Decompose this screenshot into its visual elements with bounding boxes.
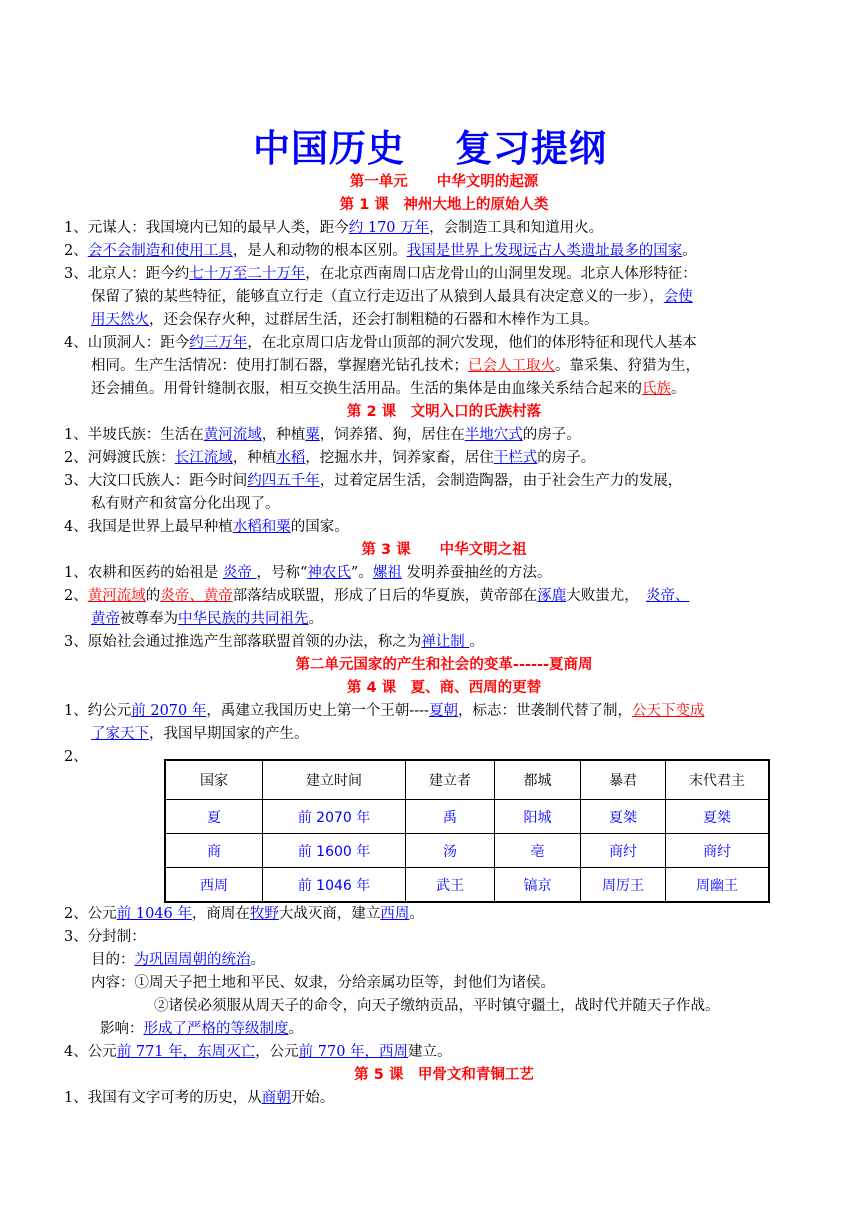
text-run: 1、元谋人：我国境内已知的最早人类，距今	[64, 220, 349, 236]
paragraph-continued	[64, 1018, 824, 1041]
text-run: ，禹建立我国历史上第一个王朝----	[206, 703, 429, 719]
paragraph-continued	[64, 309, 824, 332]
text-run: ，饲养猪、狗，居住在	[319, 427, 465, 443]
key-term: 前 770 年，西周	[298, 1044, 409, 1060]
table-header-cell: 国家	[165, 760, 263, 800]
key-term: 前 1046 年	[116, 906, 192, 922]
table-header-cell: 建立者	[406, 760, 495, 800]
table-header-cell: 暴君	[581, 760, 666, 800]
key-term: 会不会制造和使用工具	[87, 243, 233, 259]
unit-heading: 第二单元国家的产生和社会的变革------夏商周	[295, 657, 593, 673]
key-term: 涿鹿	[537, 588, 567, 604]
text-run: ，公元	[255, 1044, 299, 1060]
text-run: ，种植	[261, 427, 306, 443]
document-body	[64, 171, 824, 769]
key-term: 水稻	[276, 450, 306, 466]
text-run: ，是人和动物的根本区别。	[232, 243, 407, 259]
text-run: ，在北京周口店龙骨山顶部的洞穴发现，他们的体形特征和现代人基本	[247, 335, 697, 351]
text-run: 2、	[64, 588, 88, 604]
table-cell: 商	[165, 834, 263, 868]
document-title	[0, 118, 860, 172]
text-run: 4、山顶洞人：距今	[64, 335, 190, 351]
paragraph	[64, 470, 824, 493]
text-run: 开始。	[290, 1090, 335, 1106]
text-run: 2、	[64, 243, 88, 259]
table-cell: 镐京	[495, 868, 581, 903]
key-term: 会使	[663, 289, 693, 305]
key-term: 中华民族的共同祖先	[178, 611, 309, 627]
key-term-red: 黄河流域	[87, 588, 146, 604]
paragraph-continued	[64, 355, 824, 378]
text-run: ，在北京西南周口店龙骨山的山洞里发现。北京人体形特征：	[305, 266, 697, 282]
unit-heading: 第一单元 中华文明的起源	[349, 174, 539, 190]
table-cell: 商纣	[666, 834, 770, 868]
table-cell: 阳城	[495, 800, 581, 834]
key-term: 了家天下	[91, 726, 149, 742]
text-run: 。	[682, 243, 697, 259]
text-run: 相同。生产生活情况：使用打制石器，掌握磨光钻孔技术；	[91, 358, 468, 374]
table-cell: 商纣	[581, 834, 666, 868]
key-term-red: 公天下变成	[631, 703, 705, 719]
text-run: 还会捕鱼。用骨针缝制衣服，相互交换生活用品。生活的集体是由血缘关系结合起来的	[91, 381, 642, 397]
table-cell: 西周	[165, 868, 263, 903]
paragraph-continued	[64, 608, 824, 631]
lesson-heading: 第 2 课 文明入口的氏族村落	[346, 404, 542, 420]
text-run: ，会制造工具和知道用火。	[429, 220, 604, 236]
table-cell: 前 2070 年	[263, 800, 406, 834]
table-header-cell: 都城	[495, 760, 581, 800]
key-term: 长江流域	[174, 450, 233, 466]
lesson-heading: 第 5 课 甲骨文和青铜工艺	[354, 1067, 534, 1083]
text-run: 发明养蚕抽丝的方法。	[401, 565, 552, 581]
key-term: 炎帝、	[645, 588, 690, 604]
key-term: 黄帝	[91, 611, 120, 627]
table-cell: 周厉王	[581, 868, 666, 903]
key-term-red: 炎帝、黄帝	[160, 588, 233, 604]
text-run: 3、大汶口氏族人：距今时间	[64, 473, 248, 489]
text-run: 大败蚩尤，	[566, 588, 646, 604]
key-term: 炎帝	[222, 565, 257, 581]
paragraph	[64, 217, 824, 240]
table-row	[165, 868, 769, 903]
paragraph	[64, 1087, 824, 1110]
text-run: 1、我国有文字可考的历史，从	[64, 1090, 262, 1106]
key-term: 用天然火	[91, 312, 149, 328]
lesson-heading: 第 4 课 夏、商、西周的更替	[346, 680, 542, 696]
key-term: 为巩固周朝的统治	[134, 952, 251, 968]
key-term: 约三万年	[189, 335, 248, 351]
key-term: 黄河流域	[203, 427, 262, 443]
text-run: 。	[469, 634, 484, 650]
paragraph	[64, 585, 824, 608]
paragraph	[64, 1041, 824, 1064]
text-run: 。靠采集、狩猎为生，	[555, 358, 700, 374]
paragraph	[64, 447, 824, 470]
text-run: 。	[250, 952, 265, 968]
paragraph	[64, 562, 824, 585]
table-cell: 夏	[165, 800, 263, 834]
key-term: 商朝	[261, 1090, 291, 1106]
text-run: ，号称“	[256, 565, 308, 581]
document-body-continued	[64, 903, 824, 1110]
paragraph	[64, 631, 824, 654]
table-cell: 禹	[406, 800, 495, 834]
key-term: 干栏式	[493, 450, 538, 466]
key-term: 约四五千年	[247, 473, 320, 489]
paragraph-continued: ②诸侯必须服从周天子的命令，向天子缴纳贡品，平时镇守疆土，战时代并随天子作战。	[154, 998, 720, 1014]
paragraph	[64, 240, 824, 263]
text-run: 目的：	[91, 952, 135, 968]
text-run: 部落结成联盟，形成了日后的华夏族，黄帝部在	[232, 588, 538, 604]
key-term: 前 771 年，东周灭亡	[116, 1044, 256, 1060]
text-run: 。	[671, 381, 686, 397]
text-run: 1、约公元	[64, 703, 132, 719]
text-run: 2、河姆渡氏族：	[64, 450, 175, 466]
text-run: ，我国早期国家的产生。	[149, 726, 309, 742]
key-term: 西周	[380, 906, 410, 922]
key-term: 夏朝	[428, 703, 458, 719]
paragraph: 2、	[64, 749, 88, 765]
key-term-red: 已会人工取火	[468, 358, 555, 374]
key-term: 粟	[305, 427, 320, 443]
text-run: ，商周在	[191, 906, 250, 922]
paragraph-continued	[64, 286, 824, 309]
paragraph-continued	[64, 723, 824, 746]
text-run: 3、北京人：距今约	[64, 266, 190, 282]
table-cell: 前 1600 年	[263, 834, 406, 868]
text-run: 1、农耕和医药的始祖是	[64, 565, 223, 581]
dynasty-table	[164, 759, 770, 903]
key-term: 半地穴式	[464, 427, 523, 443]
text-run: 建立。	[408, 1044, 452, 1060]
table-cell: 夏桀	[666, 800, 770, 834]
key-term: 约 170 万年	[348, 220, 430, 236]
title-left: 中国历史	[253, 127, 405, 170]
title-right: 复习提纲	[455, 127, 607, 170]
text-run: 4、我国是世界上最早种植	[64, 519, 233, 535]
paragraph	[64, 424, 824, 447]
text-run: ”。	[350, 565, 373, 581]
paragraph	[64, 903, 824, 926]
paragraph	[64, 700, 824, 723]
table-row	[165, 834, 769, 868]
table-cell: 亳	[495, 834, 581, 868]
text-run: 4、公元	[64, 1044, 117, 1060]
key-term: 牧野	[249, 906, 279, 922]
key-term: 我国是世界上发现远古人类遗址最多的国家	[406, 243, 683, 259]
text-run: 的房子。	[522, 427, 581, 443]
key-term: 禅让制	[421, 634, 470, 650]
key-term-red: 氏族	[642, 381, 671, 397]
table-cell: 前 1046 年	[263, 868, 406, 903]
text-run: 。	[409, 906, 424, 922]
table-cell: 周幽王	[666, 868, 770, 903]
key-term: 嫘祖	[372, 565, 402, 581]
key-term: 七十万至二十万年	[189, 266, 306, 282]
text-run: 保留了猿的某些特征，能够直立行走（直立行走迈出了从猿到人最具有决定意义的一步），	[91, 289, 664, 305]
table-header-cell: 末代君主	[666, 760, 770, 800]
text-run: 3、原始社会通过推选产生部落联盟首领的办法，称之为	[64, 634, 422, 650]
paragraph-continued	[64, 378, 824, 401]
text-run: 的房子。	[537, 450, 596, 466]
text-run: ，标志：世袭制代替了制，	[457, 703, 632, 719]
paragraph-continued: 内容：①周天子把土地和平民、奴隶，分给亲属功臣等，封他们为诸侯。	[91, 975, 555, 991]
text-run: 影响：	[100, 1021, 144, 1037]
paragraph	[64, 332, 824, 355]
text-run: 。	[308, 611, 323, 627]
text-run: 1、半坡氏族：生活在	[64, 427, 204, 443]
table-header-cell: 建立时间	[263, 760, 406, 800]
text-run: ，挖掘水井，饲养家畜，居住	[305, 450, 494, 466]
table-cell: 武王	[406, 868, 495, 903]
table-cell: 夏桀	[581, 800, 666, 834]
key-term: 水稻和粟	[232, 519, 291, 535]
lesson-heading: 第 1 课 神州大地上的原始人类	[339, 197, 549, 213]
key-term: 形成了严格的等级制度	[143, 1021, 289, 1037]
key-term: 前 2070 年	[131, 703, 207, 719]
text-run: 2、公元	[64, 906, 117, 922]
lesson-heading: 第 3 课 中华文明之祖	[361, 542, 527, 558]
paragraph	[64, 516, 824, 539]
text-run: 的国家。	[290, 519, 349, 535]
text-run: ，过着定居生活，会制造陶器，由于社会生产力的发展，	[319, 473, 683, 489]
paragraph	[64, 263, 824, 286]
text-run: 。	[288, 1021, 303, 1037]
paragraph-continued	[64, 949, 824, 972]
table-header-row	[165, 760, 769, 800]
table-cell: 汤	[406, 834, 495, 868]
text-run: 大战灭商，建立	[278, 906, 381, 922]
paragraph-continued: 私有财产和贫富分化出现了。	[91, 496, 280, 512]
paragraph: 3、分封制：	[64, 929, 146, 945]
text-run: ，还会保存火种，过群居生活，还会打制粗糙的石器和木棒作为工具。	[149, 312, 599, 328]
text-run: 的	[145, 588, 161, 604]
key-term: 神农氏	[307, 565, 351, 581]
text-run: 被尊奉为	[120, 611, 178, 627]
table-row	[165, 800, 769, 834]
text-run: ，种植	[232, 450, 277, 466]
